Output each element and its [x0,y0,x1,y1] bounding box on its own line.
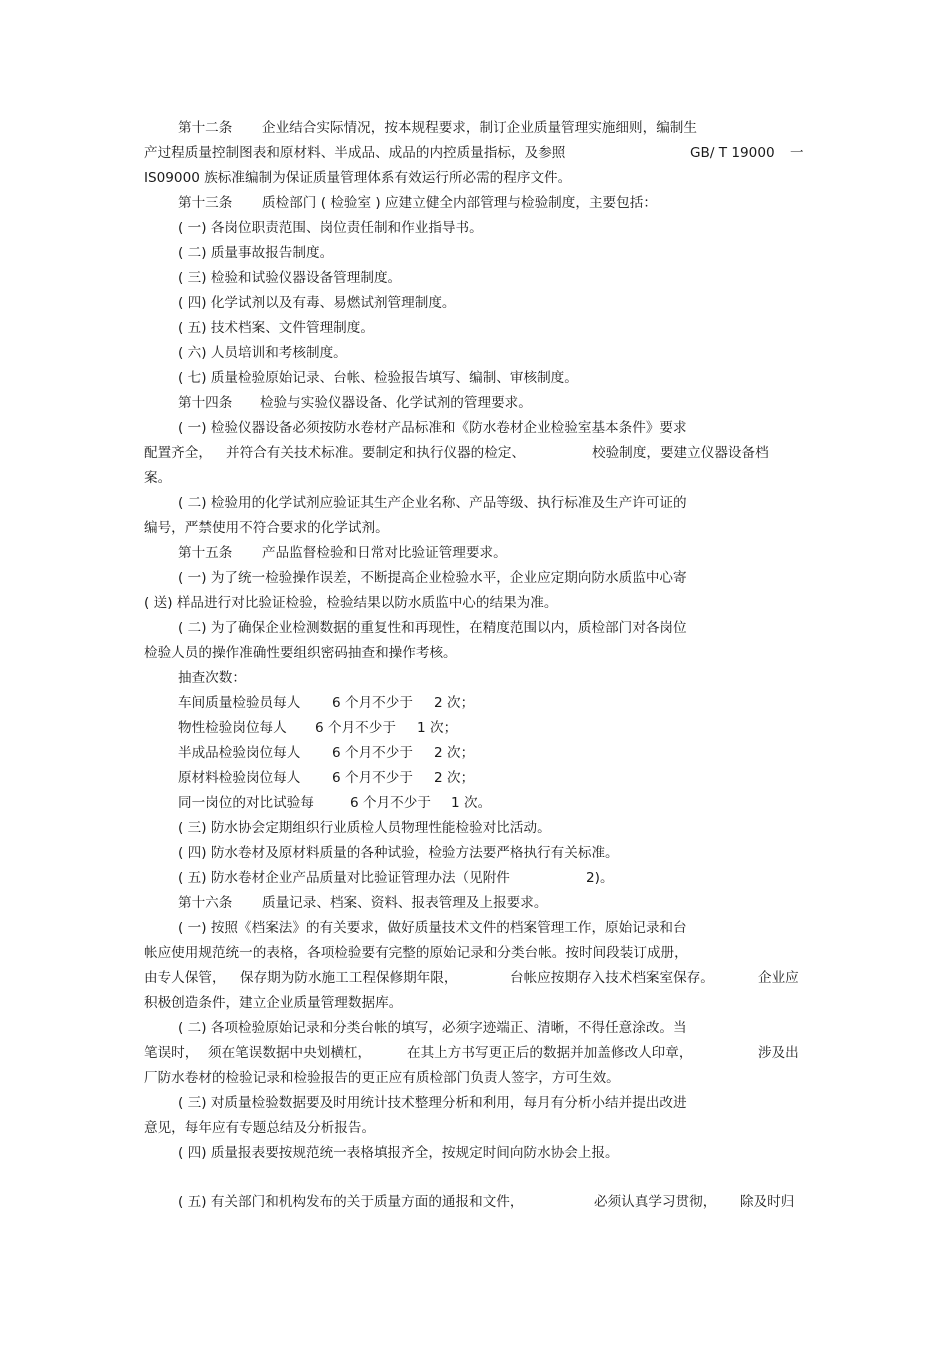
text-segment: 车间质量检验员每人 [178,695,301,711]
text-segment: 6 个月不少于 [350,795,431,811]
text-line [0,1066,950,1091]
text-segment: ( 二) 检验用的化学试剂应验证其生产企业名称、产品等级、执行标准及生产许可证的 [178,495,687,511]
text-segment: ( 三) 对质量检验数据要及时用统计技术整理分析和利用，每月有分析小结并提出改进 [178,1095,687,1111]
text-segment: 保存期为防水施工工程保修期年限， [240,970,458,986]
text-segment: ( 六) 人员培训和考核制度。 [178,345,347,361]
text-segment: IS09000 族标准编制为保证质量管理体系有效运行所必需的程序文件。 [144,170,572,186]
text-segment: 6 个月不少于 [332,695,413,711]
text-segment: 须在笔误数据中央划横杠， [208,1045,372,1061]
text-segment: ( 五) 有关部门和机构发布的关于质量方面的通报和文件， [178,1194,524,1210]
text-segment: 涉及出 [758,1045,799,1061]
text-line [0,241,950,266]
text-line [0,441,950,466]
text-segment: 6 个月不少于 [332,745,413,761]
text-segment: 抽查次数： [178,670,246,686]
text-line [0,841,950,866]
text-line [0,1116,950,1141]
text-segment: ( 五) 防水卷材企业产品质量对比验证管理办法（见附件 [178,870,510,886]
text-segment: 产过程质量控制图表和原材料、半成品、成品的内控质量指标，及参照 [144,145,566,161]
text-segment: ( 四) 质量报表要按规范统一表格填报齐全，按规定时间向防水协会上报。 [178,1145,619,1161]
text-segment: 质检部门 ( 检验室 ) 应建立健全内部管理与检验制度，主要包括： [262,195,657,211]
text-segment: ( 四) 防水卷材及原材料质量的各种试验，检验方法要严格执行有关标准。 [178,845,619,861]
text-line [0,816,950,841]
text-line [0,141,950,166]
text-segment: 2)。 [586,870,614,886]
text-line [0,741,950,766]
text-line [0,116,950,141]
text-line [0,216,950,241]
text-segment: 2 次； [434,695,475,711]
text-line [0,316,950,341]
article-heading: 第十六条 [178,895,233,911]
text-segment: 积极创造条件，建立企业质量管理数据库。 [144,995,403,1011]
text-line [0,341,950,366]
text-segment: 意见，每年应有专题总结及分析报告。 [144,1120,376,1136]
text-line [0,1041,950,1066]
text-line [0,1141,950,1166]
text-segment: 1 次。 [451,795,492,811]
text-segment: 2 次； [434,745,475,761]
text-segment: 校验制度，要建立仪器设备档 [592,445,769,461]
text-segment: 一 [790,145,804,161]
text-line [0,1091,950,1116]
text-segment: 必须认真学习贯彻， [594,1194,717,1210]
article-heading: 第十三条 [178,195,233,211]
text-line [0,391,950,416]
text-segment: 并符合有关技术标准。要制定和执行仪器的检定、 [226,445,526,461]
text-segment: 在其上方书写更正后的数据并加盖修改人印章， [407,1045,693,1061]
text-segment: 笔误时， [144,1045,199,1061]
text-segment: ( 一) 检验仪器设备必须按防水卷材产品标准和《防水卷材企业检验室基本条件》要求 [178,420,687,436]
text-line [0,766,950,791]
text-segment: 原材料检验岗位每人 [178,770,301,786]
text-segment: 物性检验岗位每人 [178,720,287,736]
text-segment: ( 一) 按照《档案法》的有关要求，做好质量技术文件的档案管理工作，原始记录和台 [178,920,687,936]
text-line [0,541,950,566]
text-segment: 半成品检验岗位每人 [178,745,301,761]
text-segment: 由专人保管， [144,970,226,986]
text-line [0,616,950,641]
text-segment: ( 送) 样品进行对比验证检验，检验结果以防水质监中心的结果为准。 [144,595,558,611]
text-segment: 厂防水卷材的检验记录和检验报告的更正应有质检部门负责人签字，方可生效。 [144,1070,620,1086]
text-line [0,791,950,816]
text-line [0,266,950,291]
text-segment: 检验人员的操作准确性要组织密码抽查和操作考核。 [144,645,457,661]
text-segment: 质量记录、档案、资料、报表管理及上报要求。 [262,895,548,911]
text-segment: 台帐应按期存入技术档案室保存。 [510,970,714,986]
text-line [0,291,950,316]
text-line [0,591,950,616]
text-line [0,716,950,741]
text-segment: ( 七) 质量检验原始记录、台帐、检验报告填写、编制、审核制度。 [178,370,578,386]
text-line [0,491,950,516]
text-line [0,566,950,591]
text-line [0,916,950,941]
text-line [0,666,950,691]
text-segment: 案。 [144,470,172,486]
text-segment: ( 五) 技术档案、文件管理制度。 [178,320,374,336]
text-segment: ( 三) 防水协会定期组织行业质检人员物理性能检验对比活动。 [178,820,551,836]
text-segment: ( 一) 为了统一检验操作误差，不断提高企业检验水平，企业应定期向防水质监中心寄 [178,570,687,586]
text-segment: 配置齐全， [144,445,212,461]
text-segment: 同一岗位的对比试验每 [178,795,314,811]
text-line [0,941,950,966]
text-line [0,1016,950,1041]
text-line [0,641,950,666]
text-segment: GB∕ T 19000 [690,145,775,161]
text-segment: 1 次； [417,720,458,736]
text-line [0,366,950,391]
text-line [0,1190,950,1215]
article-heading: 第十二条 [178,120,233,136]
text-line [0,891,950,916]
text-segment: ( 四) 化学试剂以及有毒、易燃试剂管理制度。 [178,295,456,311]
text-segment: 6 个月不少于 [315,720,396,736]
text-line [0,191,950,216]
text-line [0,691,950,716]
text-line [0,866,950,891]
text-segment: 6 个月不少于 [332,770,413,786]
text-segment: 企业应 [758,970,799,986]
text-line [0,966,950,991]
article-heading: 第十五条 [178,545,233,561]
text-line [0,466,950,491]
text-segment: 除及时归 [740,1194,795,1210]
text-line [0,516,950,541]
text-segment: ( 二) 各项检验原始记录和分类台帐的填写，必须字迹端正、清晰，不得任意涂改。当 [178,1020,687,1036]
text-segment: 产品监督检验和日常对比验证管理要求。 [262,545,507,561]
text-segment: ( 三) 检验和试验仪器设备管理制度。 [178,270,402,286]
text-line [0,166,950,191]
text-segment: ( 一) 各岗位职责范围、岗位责任制和作业指导书。 [178,220,483,236]
text-segment: 帐应使用规范统一的表格，各项检验要有完整的原始记录和分类台帐。按时间段装订成册， [144,945,688,961]
text-segment: ( 二) 质量事故报告制度。 [178,245,334,261]
text-segment: 检验与实验仪器设备、化学试剂的管理要求。 [260,395,532,411]
text-segment: 企业结合实际情况，按本规程要求，制订企业质量管理实施细则，编制生 [262,120,697,136]
text-segment: 编号，严禁使用不符合要求的化学试剂。 [144,520,389,536]
text-line [0,416,950,441]
text-segment: ( 二) 为了确保企业检测数据的重复性和再现性，在精度范围以内，质检部门对各岗位 [178,620,687,636]
text-line [0,991,950,1016]
article-heading: 第十四条 [178,395,233,411]
text-segment: 2 次； [434,770,475,786]
